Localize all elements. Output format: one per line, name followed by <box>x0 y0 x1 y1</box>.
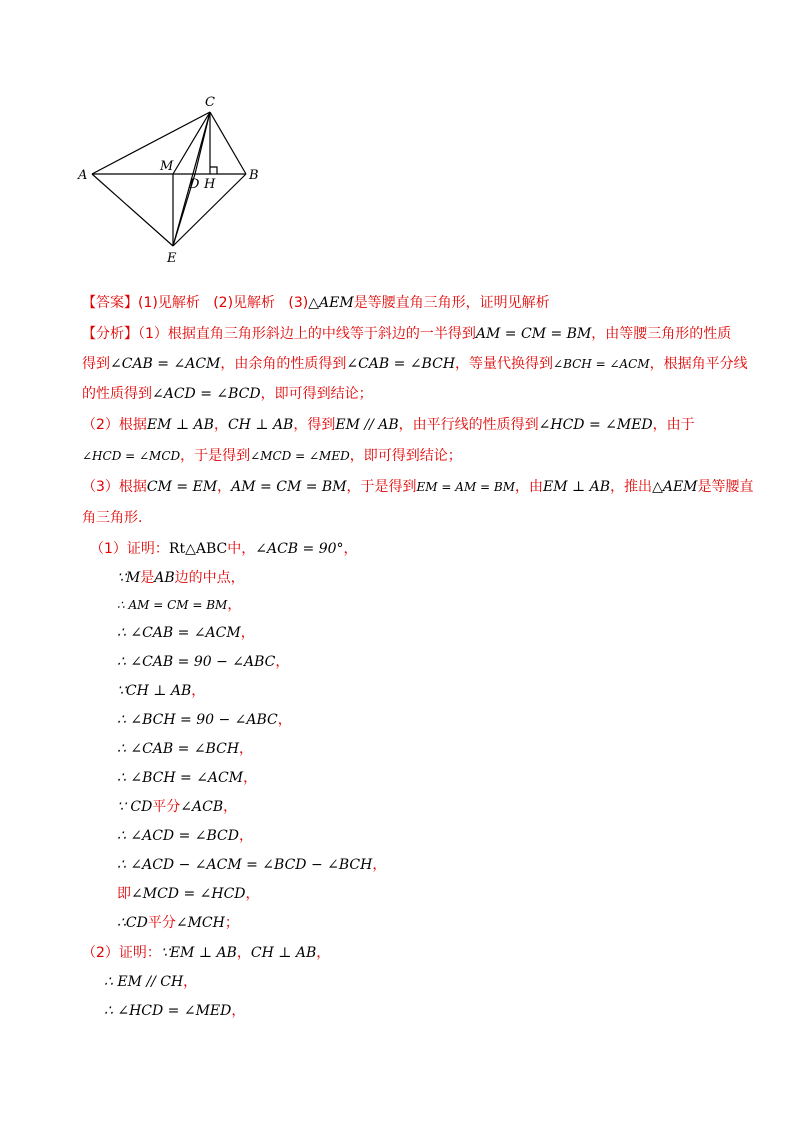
proof-text: 是 <box>140 570 155 586</box>
analysis-text: ，由于 <box>652 417 695 433</box>
analysis-line-3 <box>82 383 373 405</box>
proof1-step-13 <box>117 912 239 934</box>
analysis-text: ，于是得到 <box>180 448 251 464</box>
proof-math: AB <box>154 570 175 586</box>
proof-math: ∵M <box>117 570 141 586</box>
analysis-math: ∠CAB = ∠ACM <box>110 356 221 372</box>
answer-part3-text: 是等腰直角三角形，证明见解析 <box>353 295 550 311</box>
proof-text: 即 <box>117 886 131 902</box>
analysis-text: ，由余角的性质得到 <box>220 356 347 372</box>
analysis-text: ，即可得到结论； <box>349 448 462 464</box>
answer-line <box>82 292 550 314</box>
proof-math: ∠MCD = ∠HCD <box>131 886 246 902</box>
analysis-text: （1）根据直角三角形斜边上的中线等于斜边的一半得到 <box>138 326 476 342</box>
proof-text: （1）证明： <box>90 541 169 557</box>
proof-math: ∴ ∠ACD = ∠BCD <box>117 828 239 844</box>
analysis-text: 得到 <box>82 356 110 372</box>
proof-math: ∴ ∠CAB = ∠BCH <box>117 741 240 757</box>
label-m: M <box>160 159 174 174</box>
proof-math: ∴ ∠CAB = ∠ACM <box>117 625 241 641</box>
proof-text: ， <box>243 770 258 786</box>
proof-math: CH ⊥ AB <box>250 945 317 961</box>
proof-text: ， <box>239 741 254 757</box>
proof-text: ， <box>183 974 198 990</box>
analysis-math: ∠CAB = ∠BCH <box>346 356 456 372</box>
proof2-step-1 <box>104 971 197 993</box>
analysis-math: ∠MCD = ∠MED <box>250 449 350 463</box>
analysis-math: EM ⊥ AB <box>543 479 611 495</box>
proof-math: ∵EM ⊥ AB <box>160 945 237 961</box>
analysis-math: ∠HCD = ∠MED <box>538 417 653 433</box>
analysis-math: ∠ACD = ∠BCD <box>152 386 261 402</box>
proof1-step-3 <box>117 622 255 644</box>
analysis-math: CM = EM <box>146 479 218 495</box>
proof-text: ， <box>227 597 242 613</box>
analysis-line-5 <box>82 445 462 467</box>
label-c: C <box>205 95 215 110</box>
analysis-text: ， <box>217 479 232 495</box>
proof-math: ∴ ∠ACD − ∠ACM = ∠BCD − ∠BCH <box>117 857 373 873</box>
proof-text: 边的中点， <box>174 570 245 586</box>
proof1-head <box>90 538 358 560</box>
analysis-text: 是等腰直 <box>697 479 754 495</box>
analysis-text: ，由平行线的性质得到 <box>398 417 539 433</box>
proof1-step-6 <box>117 709 292 731</box>
proof-math: Rt△ABC <box>168 541 228 557</box>
proof-text: ， <box>236 945 251 961</box>
label-e: E <box>167 251 177 266</box>
segment-ae <box>92 174 173 246</box>
proof-math: ∴ ∠BCH = 90 − ∠ABC <box>117 712 278 728</box>
proof1-step-9 <box>117 796 237 818</box>
analysis-line-2 <box>82 353 748 375</box>
analysis-text: ，等量代换得到 <box>455 356 554 372</box>
segment-cb <box>210 112 246 174</box>
analysis-text: 角三角形. <box>82 510 143 526</box>
analysis-math: EM ⊥ AB <box>146 417 214 433</box>
proof1-step-12 <box>117 883 260 905</box>
proof-math: ∴ AM = CM = BM <box>117 598 228 612</box>
right-angle-mark <box>210 167 217 174</box>
proof-text: ， <box>245 886 260 902</box>
analysis-line-4 <box>82 414 695 436</box>
analysis-text: （3）根据 <box>82 479 147 495</box>
proof-text: ， <box>238 828 253 844</box>
proof-math: ∴CD <box>117 915 148 931</box>
proof-text: （2）证明： <box>82 945 161 961</box>
proof-math: ∵CH ⊥ AB <box>117 683 192 699</box>
analysis-math: AM = CM = BM <box>231 479 347 495</box>
proof1-step-2 <box>117 594 241 616</box>
analysis-math: CH ⊥ AB <box>227 417 294 433</box>
analysis-text: ，推出 <box>610 479 653 495</box>
proof-text: ， <box>372 857 387 873</box>
proof-text: ， <box>277 712 292 728</box>
analysis-tag: 【分析】 <box>82 326 138 342</box>
answer-part2: (2)见解析 <box>213 295 276 311</box>
analysis-text: ， <box>213 417 228 433</box>
proof2-head <box>82 942 330 964</box>
answer-part3: (3) <box>288 295 309 311</box>
proof-text: 平分 <box>152 799 181 815</box>
segment-ac <box>92 112 210 174</box>
analysis-line-1 <box>82 323 731 345</box>
answer-math: △AEM <box>308 295 354 311</box>
analysis-line-6 <box>82 476 754 498</box>
label-d: D <box>189 177 200 192</box>
analysis-math: ∠BCH = ∠ACM <box>553 357 650 371</box>
proof-text: ， <box>343 541 358 557</box>
analysis-line-7 <box>82 507 142 529</box>
label-a: A <box>78 168 88 183</box>
analysis-text: ，由等腰三角形的性质 <box>591 326 732 342</box>
proof1-step-4 <box>117 651 289 673</box>
proof-math: ∵ CD <box>117 799 153 815</box>
answer-part1: (1)见解析 <box>138 295 200 311</box>
label-b: B <box>249 168 259 183</box>
proof1-step-11 <box>117 854 386 876</box>
analysis-math: EM // AB <box>335 417 399 433</box>
proof-text: ， <box>275 654 290 670</box>
proof-text: ， <box>240 625 255 641</box>
analysis-math: ∠HCD = ∠MCD <box>82 449 181 463</box>
analysis-text: ，根据角平分线 <box>649 356 748 372</box>
proof2-step-2 <box>104 1000 245 1022</box>
proof-text: 平分 <box>147 915 176 931</box>
analysis-text: ，于是得到 <box>346 479 417 495</box>
analysis-text: ，即可得到结论； <box>260 386 373 402</box>
proof-math: ∴ ∠CAB = 90 − ∠ABC <box>117 654 276 670</box>
proof1-step-7 <box>117 738 253 760</box>
analysis-text: 的性质得到 <box>82 386 152 402</box>
proof-text: ， <box>191 683 206 699</box>
proof1-step-5 <box>117 680 205 702</box>
analysis-text: （2）根据 <box>82 417 147 433</box>
proof-text: 中， <box>227 541 256 557</box>
analysis-math: EM = AM = BM <box>416 480 516 494</box>
proof-math: ∠ACB <box>180 799 224 815</box>
proof-text: ， <box>223 799 238 815</box>
proof1-step-10 <box>117 825 253 847</box>
analysis-math: AM = CM = BM <box>475 326 592 342</box>
proof-text: ； <box>224 915 239 931</box>
analysis-text: ，由 <box>515 479 544 495</box>
proof-math: ∴ ∠HCD = ∠MED <box>104 1003 232 1019</box>
proof-math: ∠MCH <box>175 915 225 931</box>
geometry-figure <box>70 88 280 273</box>
proof-math: ∴ ∠BCH = ∠ACM <box>117 770 244 786</box>
proof1-step-8 <box>117 767 257 789</box>
analysis-text: ，得到 <box>293 417 336 433</box>
analysis-math: △AEM <box>652 479 698 495</box>
label-h: H <box>204 177 216 192</box>
answer-tag: 【答案】 <box>82 295 138 311</box>
proof-text: ， <box>316 945 331 961</box>
proof1-step-1 <box>117 567 245 589</box>
proof-math: ∴ EM // CH <box>104 974 184 990</box>
proof-text: ， <box>231 1003 246 1019</box>
proof-math: ∠ACB = 90° <box>255 541 344 557</box>
